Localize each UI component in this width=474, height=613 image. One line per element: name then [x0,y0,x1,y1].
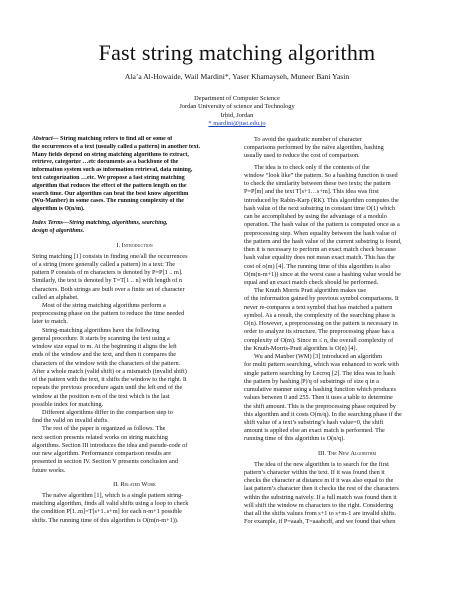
body-line: hash value of the next substring in constant time O(1) which [244,204,396,212]
new-algorithm-paragraph [244,461,450,527]
body-line: then it is necessary to perform an exact match check because [244,246,397,254]
body-line: operation. The hash value of the pattern is computed once as a [244,221,400,229]
body-line: cost of o(m) [4]. The running time of this algorithm is also [244,262,391,270]
author-email-link[interactable]: * mardini@just.edu.jo [208,119,266,127]
body-line: general procedure. It starts by scanning the text using a [32,334,170,342]
section-heading-introduction: I. Introduction [116,241,153,249]
body-line: complexity of O(m). Since m ≤ n, the overall complexity of [244,336,394,344]
body-line: P=P[m] and the text T[s+1…s+m]. This idea was first [244,188,379,196]
body-line: window “look like” the pattern. So a hashing function is used [244,171,398,179]
body-line: String matching [1] consists in finding one/all the occurrences [32,252,188,260]
abstract-line: Many fields depend on string matching algorithms to extract, [32,151,189,158]
body-line: of a string (more generally called a pattern) in a text: The [32,260,176,268]
body-line: characters of the window with the characters of the pattern. [32,359,181,367]
abstract [32,136,237,214]
organization-paragraph [32,425,237,474]
body-line: ends of the window and the text, and then it compares the [32,351,177,359]
body-line: hash value equality does not mean exact match. This has the [244,254,395,262]
body-line: within the substring naively. If a full match was found then it [244,493,397,501]
body-line: symbol. As a result, the complexity of the searching phase is [244,311,396,319]
body-line: comparisons performed by the naïve algorithm, hashing [244,144,384,152]
body-line: The rest of the paper is organized as follows. The [42,425,166,433]
body-line: window size equal to m. At the beginning it aligns the left [32,343,177,351]
hashing-paragraph [244,164,450,288]
preprocessing-paragraph [32,302,237,327]
body-line: of the pattern with the text, it shifts the window to the right. It [32,376,187,384]
body-line: To avoid the quadratic number of character [254,136,362,143]
abstract-first-line [32,136,237,144]
abstract-line: text categorization …etc. We propose a fast string matching [32,174,185,181]
body-line: for multi pattern searching, which was enhanced to work with [244,361,399,369]
body-line: later to match. [32,318,68,326]
body-line: checks the character at distance m if it was also equal to the [244,477,394,485]
body-line: characters. Both strings are built over a finite set of character [32,285,185,293]
body-line: can be accomplished by using the advantage of a modulo [244,213,387,221]
affiliation-university: Jordan University of science and Technology [179,103,295,111]
kmp-paragraph [244,287,450,353]
body-line: presented in section IV. Section V presents conclusion and [32,458,178,466]
abstract-line: (Wu-Manber) in some cases. The running complexity of the [32,198,184,205]
body-line: Most of the string matching algorithms perform a [42,301,166,309]
body-line: shift value of a text’s substring’s hash value=0, the shift [244,418,384,426]
body-line: The Knuth Morris Pratt algorithm makes use [254,287,367,295]
affiliation-department: Department of Computer Science [194,95,280,102]
abstract-line: retrieve, categorize …etc documents as a backbone of the [32,159,179,166]
body-line: Different algorithms differ in the comparison step to [42,409,173,417]
body-line: introduced by Rabin-Karp (RK). This algorithm computes the [244,196,399,204]
abstract-line: the occurrences of a text (usually called a pattern) in another text. [32,143,201,150]
index-terms [32,220,237,236]
body-line: never re-compares a text symbol that has matched a pattern [244,303,393,311]
body-line: the Knuth-Morris-Pratt algorithm is O(n) [4]. [244,344,358,352]
author-list: Ala’a Al-Howaide, Wail Mardini*, Yaser Khamayseh, Muneer Bani Yasin [124,72,350,81]
body-line: Wu and Manber (WM) [3] introduced an algorithm [254,353,383,361]
body-line: future works. [32,466,66,474]
body-line: that all the shifts values from s+1 to s+m-1 are invalid shifts. [244,510,397,518]
paper-title: Fast string matching algorithm [98,40,376,65]
section-heading-new-algorithm: III. The New Algorithm [317,449,377,457]
quadratic-paragraph [244,136,450,161]
body-line: of the information gained by previous symbol comparisons. It [244,295,399,303]
body-line: O(n). However, a preprocessing on the pattern is necessary in [244,320,398,328]
affiliation-block [0,95,474,128]
differences-paragraph [32,409,237,425]
body-line: will shift the window m characters to the right. Considering [244,501,394,509]
section-heading-related-work: II. Related Work [113,480,156,488]
body-line: single pattern searching by Lecroq [2]. The idea was to hash [244,369,395,377]
body-line: repeats the previous procedure again until the left end of the [32,384,183,392]
body-line: matching algorithm, finds all valid shifts using a loop to check [32,500,189,508]
body-line: The idea of the new algorithm is to search for the first [254,460,389,468]
body-line: window at the position n-m of the text which is the last [32,392,170,400]
body-line: cumulative manner using a hashing function which produces [244,386,396,394]
affiliation-city: Irbid, Jordan [220,111,254,119]
body-line: For example, if P=aaab, T=aaabcdf, and we found that when [244,518,396,526]
body-line: our new algorithm. Performance comparison results are [32,450,172,458]
body-line: usually used to reduce the cost of comparison. [244,152,360,160]
right-column [244,136,450,527]
body-line: The idea is to check only if the contents of the [254,163,370,171]
body-line: next section presents related works on string matching [32,433,168,441]
body-line: to check the similarity between these two texts; the pattern [244,180,391,188]
body-line: the pattern by hashing |P|/q of substrings of size q in a [244,377,379,385]
body-line: this algorithm and it costs O(m/q). In the searching phase if the [244,410,402,418]
body-line: possible index for matching. [32,400,104,408]
body-line: order to analyze its structure. The preprocessing phase has a [244,328,395,336]
intro-paragraph [32,253,237,302]
body-line: The naïve algorithm [1], which is a single pattern string- [42,491,184,499]
abstract-label: Abstract— [32,136,59,142]
abstract-line: information system such as information retrieval, data mining, [32,167,193,174]
body-line: called an alphabet. [32,293,79,301]
body-line: O(m(n-m+1)) since at the worst case a hashing value would be [244,270,401,278]
related-work-paragraph [32,492,237,525]
body-line: equal and an exact match check should be performed. [244,278,379,286]
body-line: running time of this algorithm is O(n/q). [244,435,345,443]
body-line: preprocessing step. When equality between the hash value of [244,229,397,237]
body-line: values between 0 and 255. Then it uses a table to determine [244,394,393,402]
body-line: the condition P[1..m]=T[s+1..s+m] for each n-m+1 possible [32,508,182,516]
body-line: the shift amount. This is the preprocessing phase required by [244,402,396,410]
abstract-line: search time. Our algorithm can beat the best know algorithm [32,190,189,197]
wu-manber-paragraph [244,353,450,444]
body-line: pattern P consists of m characters is denoted by P=P[1 .. m]. [32,269,183,277]
body-line: find the valid on invalid shifts. [32,417,109,425]
left-column [32,136,237,525]
procedure-paragraph [32,327,237,409]
index-terms-line: Index Terms—String matching, algorithms, searching, [32,219,168,226]
body-line: Similarly, the text is denoted by T=T[1 .. n] with length of n [32,277,183,285]
body-line: String-matching algorithms have the following [42,326,160,334]
abstract-line: String matching refers to find all or some of [60,136,173,142]
body-line: After a whole match (valid shift) or a mismatch (invalid shift) [32,367,187,375]
abstract-line: algorithm that reduces the effect of the pattern length on the [32,182,187,189]
body-line: preprocessing phase on the pattern to reduce the time needed [32,310,185,318]
body-line: pattern’s character within the text. If it was found then it [244,468,385,476]
index-terms-line: design of algorithms. [32,227,85,234]
body-line: last pattern’s character then it checks the rest of the characters [244,485,399,493]
body-line: amount is applied else an exact match is performed. The [244,427,385,435]
body-line: algorithms. Section III introduces the idea and pseude-code of [32,441,188,449]
body-line: shifts. The running time of this algorithm is O(m(n-m+1)). [32,516,179,524]
abstract-line: algorithm is O(n/m). [32,206,85,213]
body-line: the pattern and the hash value of the current substring is found, [244,237,402,245]
